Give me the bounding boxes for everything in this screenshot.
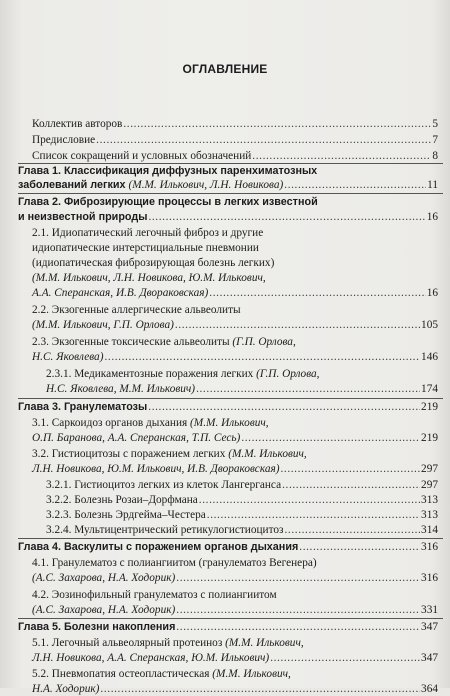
toc-section-2-3-1[interactable]: Н.С. Яковлева, М.М. Илькович) ..... 174 — [46, 382, 438, 396]
toc-section-2-3[interactable]: Н.С. Яковлева) ..... 146 — [32, 350, 438, 364]
toc-chapter-3[interactable]: Глава 3. Гранулематозы ..... 219 — [18, 400, 438, 414]
toc-entry-preface[interactable]: Предисловие ..... 7 — [32, 133, 438, 147]
toc-section-2-1-line3[interactable]: (идиопатическая фиброзирующая болезнь легких) — [32, 257, 275, 269]
toc-section-4-1-line1[interactable]: 4.1. Гранулематоз с полиангиитом (гранулематоз Вегенера) — [32, 557, 317, 569]
divider-rule — [18, 618, 443, 619]
divider-rule — [18, 193, 443, 194]
toc-section-3-1-line1[interactable]: 3.1. Саркоидоз органов дыхания (М.М. Илькович, — [32, 417, 269, 429]
divider-rule — [18, 538, 443, 539]
toc-section-3-2-line1[interactable]: 3.2. Гистиоцитозы с поражением легких (М.М. Илькович, — [32, 448, 307, 460]
toc-section-4-2[interactable]: (А.С. Захарова, Н.А. Ходорик) ..... 331 — [32, 603, 438, 617]
toc-section-3-1[interactable]: О.П. Баранова, А.А. Сперанская, Т.П. Сесь) ..... 219 — [32, 431, 438, 445]
toc-chapter-1[interactable]: заболеваний легких (М.М. Илькович, Л.Н. Новикова) ..... 11 — [18, 178, 438, 192]
toc-section-2-1-line2[interactable]: идиопатические интерстициальные пневмонии — [32, 242, 259, 254]
toc-section-3-2-4[interactable]: 3.2.4. Мультицентрический ретикулогистиоцитоз ..... 314 — [46, 523, 438, 537]
toc-chapter-4[interactable]: Глава 4. Васкулиты с поражением органов дыхания ..... 316 — [18, 540, 438, 554]
toc-section-5-1[interactable]: Л.Н. Новикова, А.А. Сперанская, Ю.М. Илькович) ..... 347 — [32, 651, 438, 665]
toc-entry-authors[interactable]: Коллектив авторов ..... 5 — [32, 117, 438, 131]
toc-section-4-2-line1[interactable]: 4.2. Эозинофильный гранулематоз с полиангиитом — [32, 589, 277, 601]
toc-section-3-2-1[interactable]: 3.2.1. Гистиоцитоз легких из клеток Лангерганса ..... 297 — [46, 478, 438, 492]
toc-section-2-3-1-line1[interactable]: 2.3.1. Медикаментозные поражения легких (Г.П. Орлова, — [46, 368, 320, 380]
toc-section-5-2-line1[interactable]: 5.2. Пневмопатия остеопластическая (М.М. Илькович, — [32, 668, 291, 680]
toc-section-2-1-line1[interactable]: 2.1. Идиопатический легочный фиброз и другие — [32, 227, 264, 239]
toc-section-3-2[interactable]: Л.Н. Новикова, Ю.М. Илькович, И.В. Двораковская) ..... 297 — [32, 462, 438, 476]
divider-rule — [18, 398, 443, 399]
page-title: ОГЛАВЛЕНИЕ — [182, 62, 268, 76]
toc-chapter-5[interactable]: Глава 5. Болезни накопления ..... 347 — [18, 620, 438, 634]
toc-chapter-2[interactable]: и неизвестной природы ..... 16 — [18, 210, 438, 224]
toc-section-2-3-line1[interactable]: 2.3. Экзогенные токсические альвеолиты (Г.П. Орлова, — [32, 336, 296, 348]
toc-section-2-1-line4[interactable]: (М.М. Илькович, Л.Н. Новикова, Ю.М. Илькович, — [32, 272, 266, 284]
toc-entry-abbreviations[interactable]: Список сокращений и условных обозначений ..... 8 — [32, 149, 438, 163]
toc-section-2-2[interactable]: (М.М. Илькович, Г.П. Орлова) ..... 105 — [32, 318, 438, 332]
toc-section-3-2-2[interactable]: 3.2.2. Болезнь Розаи–Дорфмана ..... 313 — [46, 493, 438, 507]
toc-section-5-1-line1[interactable]: 5.1. Легочный альвеолярный протеиноз (М.М. Илькович, — [32, 637, 304, 649]
toc-section-3-2-3[interactable]: 3.2.3. Болезнь Эрдгейма–Честера ..... 313 — [46, 508, 438, 522]
toc-section-4-1[interactable]: (А.С. Захарова, Н.А. Ходорик) ..... 316 — [32, 571, 438, 585]
toc-section-2-1[interactable]: А.А. Сперанская, И.В. Двораковская) ..... 16 — [32, 286, 438, 300]
toc-section-5-2[interactable]: Н.А. Ходорик) ..... 364 — [32, 682, 438, 696]
toc-section-2-2-line1[interactable]: 2.2. Экзогенные аллергические альвеолиты — [32, 304, 241, 316]
toc-chapter-2-line1[interactable]: Глава 2. Фиброзирующие процессы в легких известной — [18, 196, 318, 208]
toc-chapter-1-line1[interactable]: Глава 1. Классификация диффузных паренхиматозных — [18, 165, 318, 177]
